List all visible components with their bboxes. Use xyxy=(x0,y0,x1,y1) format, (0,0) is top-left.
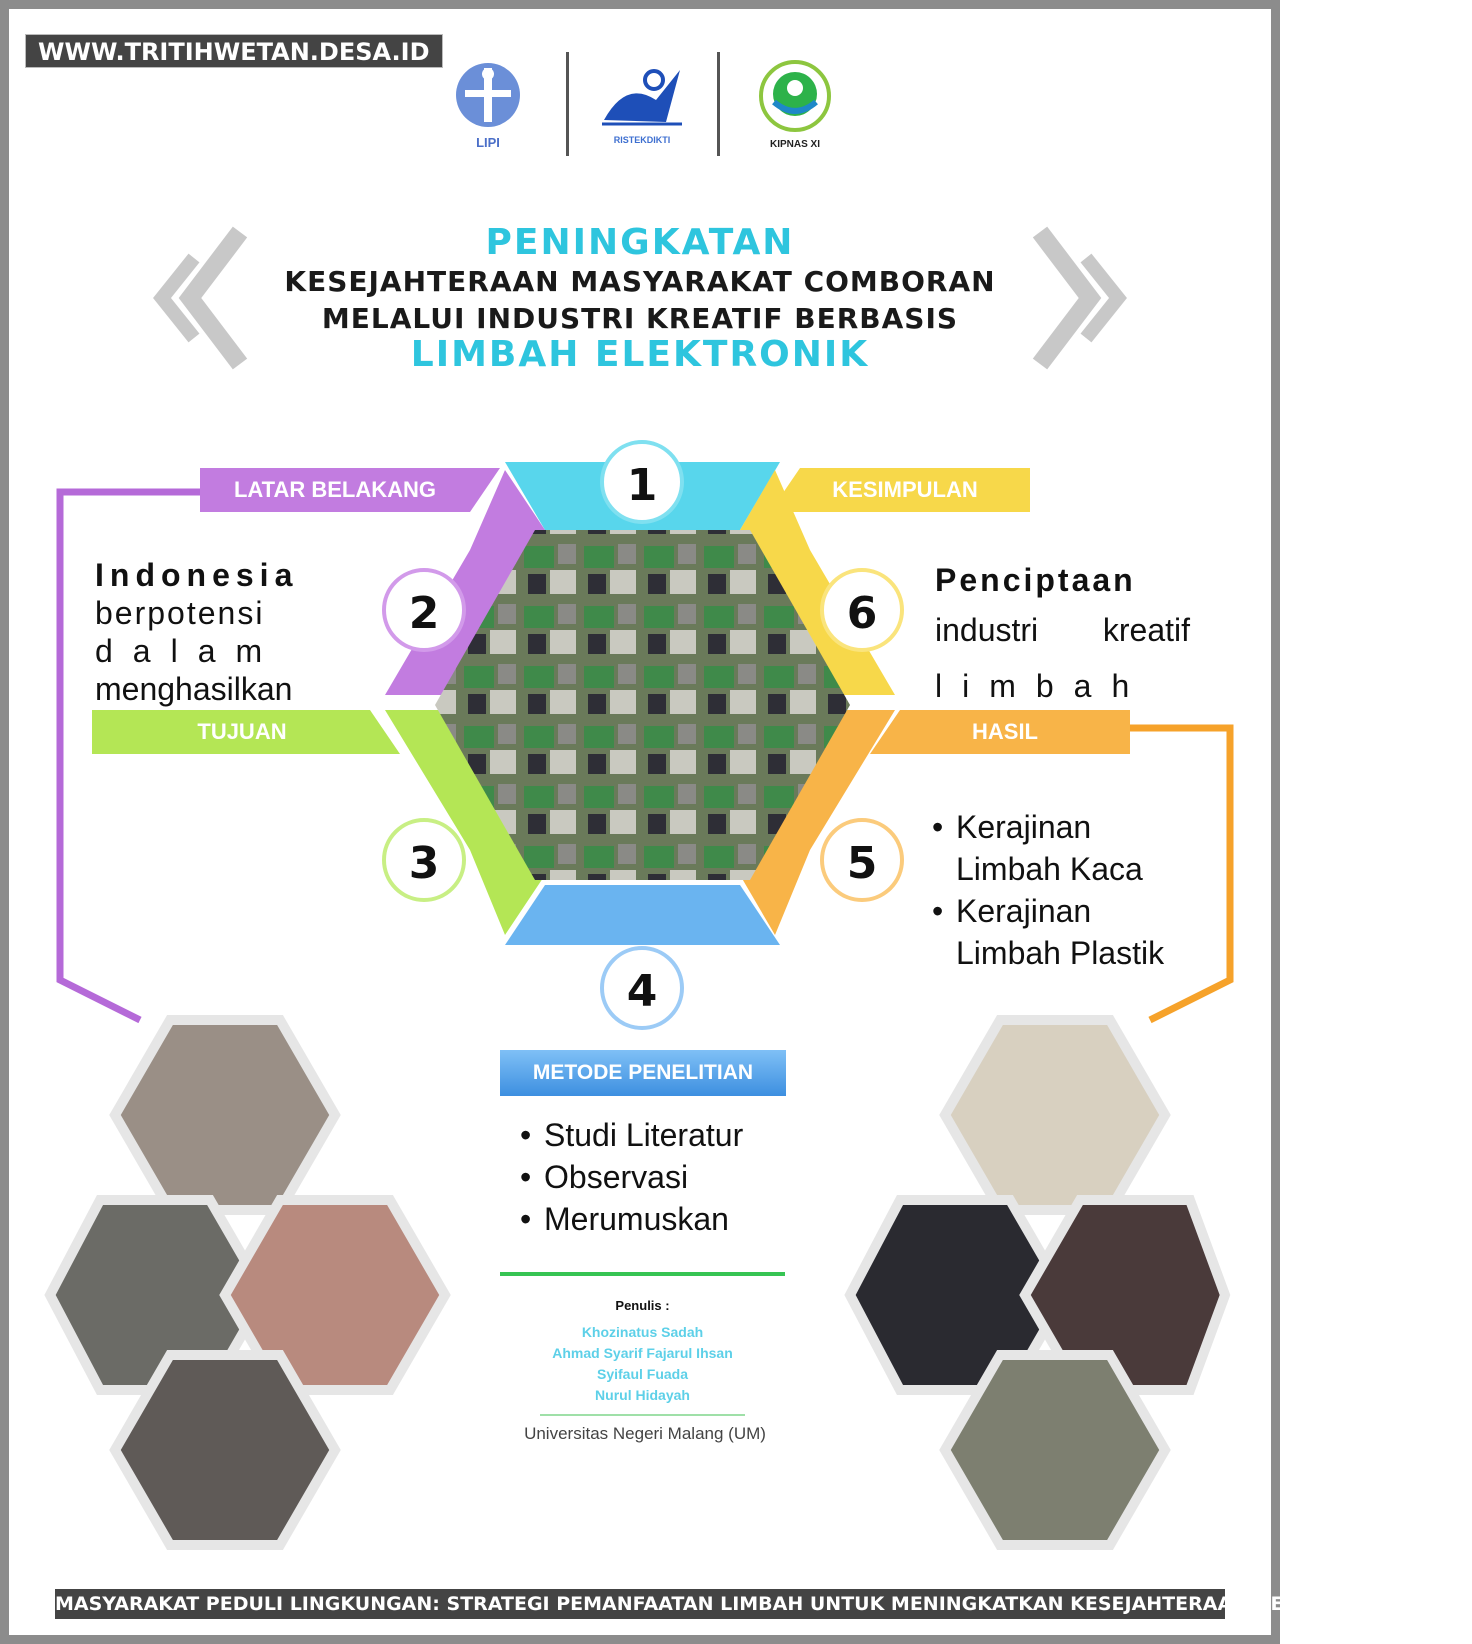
title-line-2: KESEJAHTERAAN MASYARAKAT COMBORAN xyxy=(284,265,996,298)
photo-hex xyxy=(115,1355,335,1545)
lipi-icon xyxy=(453,60,523,130)
latar-line-1: Indonesia xyxy=(95,557,299,593)
institution-name: Universitas Negeri Malang (UM) xyxy=(524,1424,766,1443)
craft-hex xyxy=(945,1020,1165,1210)
label-latar-belakang: LATAR BELAKANG xyxy=(233,477,437,502)
title-line-3: MELALUI INDUSTRI KREATIF BERBASIS xyxy=(321,302,959,335)
left-photo-cluster xyxy=(60,1010,450,1550)
logo-separator xyxy=(717,52,720,156)
kesimpulan-line-3: limbah xyxy=(935,668,1150,704)
number-5: 5 xyxy=(820,818,904,902)
label-kesimpulan: KESIMPULAN xyxy=(832,477,978,502)
logo-separator xyxy=(566,52,569,156)
author-name: Khozinatus Sadah xyxy=(581,1324,704,1340)
label-tujuan: TUJUAN xyxy=(197,719,287,744)
author-name: Nurul Hidayah xyxy=(595,1387,690,1403)
latar-belakang-text xyxy=(95,556,353,708)
number-2: 2 xyxy=(382,568,466,652)
metode-item: • Observasi xyxy=(520,1156,820,1198)
hasil-list xyxy=(932,806,1202,974)
label-hasil: HASIL xyxy=(972,719,1038,744)
hasil-item: • Kerajinan Limbah Plastik xyxy=(932,890,1202,974)
label-metode-penelitian: METODE PENELITIAN xyxy=(500,1050,786,1096)
divider-green xyxy=(500,1272,785,1276)
metode-list xyxy=(520,1114,820,1240)
lipi-label: LIPI xyxy=(476,135,500,150)
divider-thin xyxy=(540,1414,745,1416)
kesimpulan-text xyxy=(935,558,1190,714)
author-list xyxy=(500,1322,785,1406)
latar-line-4: menghasilkan xyxy=(95,671,293,707)
website-watermark: WWW.TRITIHWETAN.DESA.ID xyxy=(25,34,443,68)
ristekdikti-icon xyxy=(596,60,688,132)
latar-line-2: berpotensi xyxy=(95,595,265,631)
number-4: 4 xyxy=(600,946,684,1030)
title-line-4: LIMBAH ELEKTRONIK xyxy=(410,334,870,375)
kesimpulan-line-2: industri kreatif xyxy=(935,612,1190,648)
kesimpulan-line-1: Penciptaan xyxy=(935,562,1136,598)
craft-hex xyxy=(945,1355,1165,1545)
author-name: Syifaul Fuada xyxy=(596,1366,689,1382)
ristekdikti-label: RISTEKDIKTI xyxy=(613,135,671,145)
caption-watermark: MASYARAKAT PEDULI LINGKUNGAN: STRATEGI PEMANFAATAN LIMBAH UNTUK MENINGKATKAN KESEJAHTERAAN DESA TRITIH WETAN xyxy=(55,1589,1225,1619)
author-name: Ahmad Syarif Fajarul Ihsan xyxy=(552,1345,733,1361)
metode-item: • Merumuskan xyxy=(520,1198,820,1240)
number-1: 1 xyxy=(600,440,684,524)
ristekdikti-logo xyxy=(592,60,692,145)
latar-line-3: dalam xyxy=(95,633,283,669)
kipnas-label: KIPNAS XI xyxy=(769,139,820,150)
hasil-item: • Kerajinan Limbah Kaca xyxy=(932,806,1202,890)
segment-4 xyxy=(505,885,780,945)
lipi-logo xyxy=(448,60,528,150)
right-photo-cluster xyxy=(840,1010,1230,1550)
number-6: 6 xyxy=(820,568,904,652)
kipnas-icon xyxy=(752,58,838,136)
title-line-1: PENINGKATAN xyxy=(485,222,795,263)
number-3: 3 xyxy=(382,818,466,902)
credits-heading: Penulis : xyxy=(615,1298,670,1313)
metode-item: • Studi Literatur xyxy=(520,1114,820,1156)
kipnas-logo xyxy=(745,58,845,150)
photo-hex xyxy=(115,1020,335,1210)
